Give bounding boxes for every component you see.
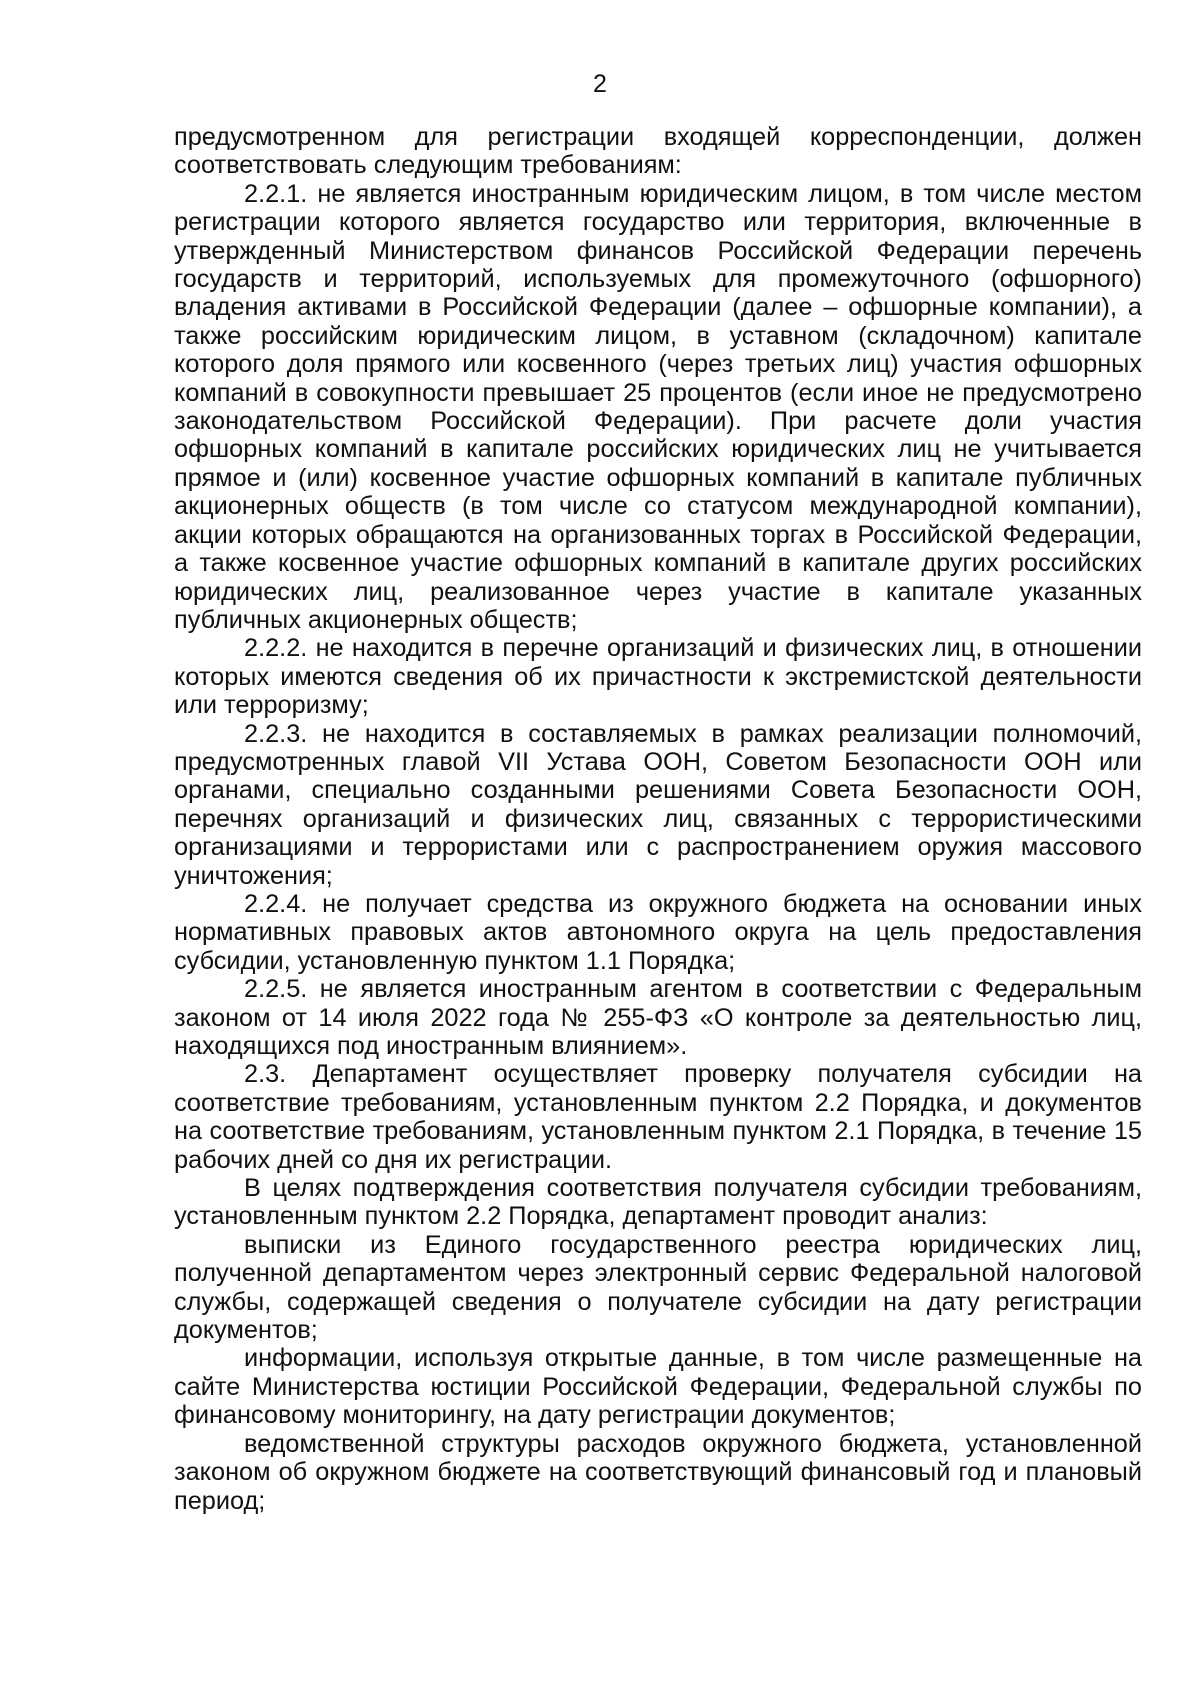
paragraph-verification-purpose: В целях подтверждения соответствия получателя субсидии требованиям, установленным пунктом 2.2 Порядка, департамент проводит анализ: — [174, 1174, 1142, 1231]
paragraph-intro-continuation: предусмотренном для регистрации входящей корреспонденции, должен соответствовать следующим требованиям: — [174, 123, 1142, 180]
document-body — [174, 123, 1142, 1515]
paragraph-budget-structure: ведомственной структуры расходов окружного бюджета, установленной законом об окружном бюджете на соответствующий финансовый год и плановый период; — [174, 1429, 1142, 1515]
paragraph-2-2-3: 2.2.3. не находится в составляемых в рамках реализации полномочий, предусмотренных главой VII Устава ООН, Советом Безопасности ООН или органами, специально созданными решениями Совета Безопасности ООН, перечнях организаций и физических лиц, связанных с террористическими организациями и террористами или с распространением оружия массового уничтожения; — [174, 719, 1142, 890]
paragraph-2-2-1: 2.2.1. не является иностранным юридическим лицом, в том числе местом регистрации которого является государство или территория, включенные в утвержденный Министерством финансов Российской Федерации перечень государств и территорий, используемых для промежуточного (офшорного) владения активами в Российской Федерации (далее – офшорные компании), а также российским юридическим лицом, в уставном (складочном) капитале которого доля прямого или косвенного (через третьих лиц) участия офшорных компаний в совокупности превышает 25 процентов (если иное не предусмотрено законодательством Российской Федерации). При расчете доли участия офшорных компаний в капитале российских юридических лиц не учитывается прямое и (или) косвенное участие офшорных компаний в капитале публичных акционерных обществ (в том числе со статусом международной компании), акции которых обращаются на организованных торгах в Российской Федерации, а также косвенное участие офшорных компаний в капитале других российских юридических лиц, реализованное через участие в капитале указанных публичных акционерных обществ; — [174, 179, 1142, 634]
page-number: 2 — [593, 70, 607, 98]
paragraph-2-2-5: 2.2.5. не является иностранным агентом в соответствии с Федеральным законом от 14 июля 2022 года № 255-ФЗ «О контроле за деятельностью лиц, находящихся под иностранным влиянием». — [174, 975, 1142, 1060]
paragraph-2-3: 2.3. Департамент осуществляет проверку получателя субсидии на соответствие требованиям, установленным пунктом 2.2 Порядка, и документов на соответствие требованиям, установленным пунктом 2.1 Порядка, в течение 15 рабочих дней со дня их регистрации. — [174, 1060, 1142, 1174]
paragraph-2-2-2: 2.2.2. не находится в перечне организаций и физических лиц, в отношении которых имеются сведения об их причастности к экстремистской деятельности или терроризму; — [174, 634, 1142, 720]
paragraph-egrul-extract: выписки из Единого государственного реестра юридических лиц, полученной департаментом через электронный сервис Федеральной налоговой службы, содержащей сведения о получателе субсидии на дату регистрации документов; — [174, 1230, 1142, 1345]
paragraph-open-data: информации, используя открытые данные, в том числе размещенные на сайте Министерства юстиции Российской Федерации, Федеральной службы по финансовому мониторингу, на дату регистрации документов; — [174, 1344, 1142, 1430]
paragraph-2-2-4: 2.2.4. не получает средства из окружного бюджета на основании иных нормативных правовых актов автономного округа на цель предоставления субсидии, установленную пунктом 1.1 Порядка; — [174, 889, 1142, 975]
